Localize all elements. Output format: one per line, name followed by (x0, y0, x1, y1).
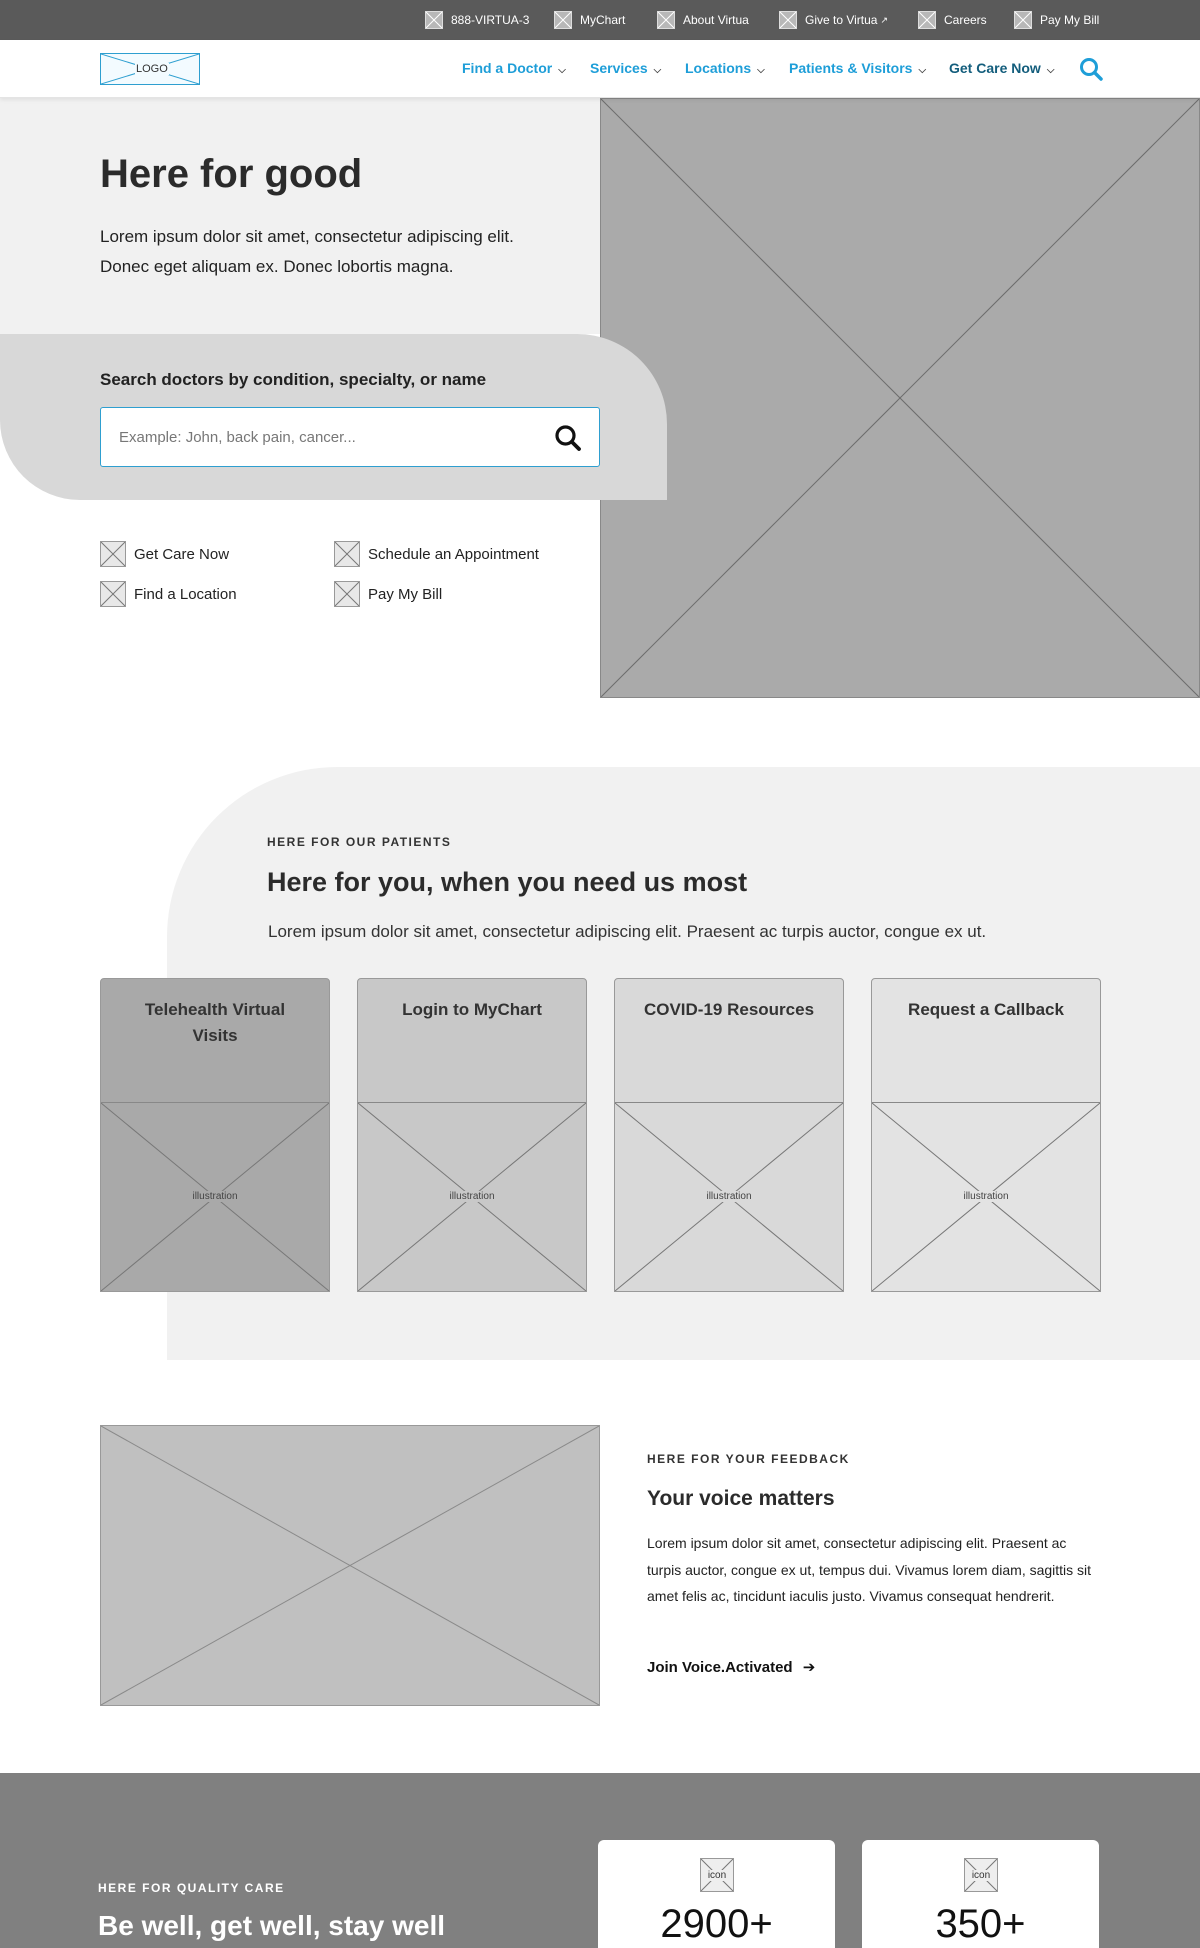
chevron-down-icon: ⌵ (1046, 65, 1055, 76)
schedule-appointment-icon (334, 541, 360, 567)
feedback-title: Your voice matters (647, 1487, 835, 1510)
stat-2-icon-label: icon (971, 1870, 991, 1881)
quick-link-find-location-label: Find a Location (134, 585, 237, 603)
utility-phone-link[interactable] (425, 10, 529, 30)
utility-about-label: About Virtua (683, 13, 749, 27)
covid-illustration (614, 1102, 844, 1292)
utility-give-label: Give to Virtua (805, 13, 878, 27)
hero-title: Here for good (100, 152, 363, 196)
card-mychart[interactable] (357, 978, 587, 1292)
utility-bar (0, 0, 1200, 40)
stat-1-icon-label: icon (707, 1870, 727, 1881)
utility-phone-label: 888-VIRTUA-3 (451, 13, 530, 27)
utility-about-link[interactable] (657, 10, 749, 30)
hero-subtitle-line-2: Donec eget aliquam ex. Donec lobortis magna. (100, 257, 454, 276)
patients-description: Lorem ipsum dolor sit amet, consectetur adipiscing elit. Praesent ac turpis auctor, congue ex ut. (268, 922, 987, 941)
feedback-eyebrow: HERE FOR YOUR FEEDBACK (647, 1452, 850, 1466)
nav-find-a-doctor-label: Find a Doctor (462, 60, 553, 76)
paybill-icon (1014, 11, 1032, 29)
card-mychart-title: Login to MyChart (402, 1000, 542, 1019)
nav-locations[interactable] (685, 60, 765, 76)
callback-illustration-label: illustration (963, 1191, 1009, 1202)
logo[interactable] (100, 53, 200, 85)
search-icon[interactable] (1078, 56, 1104, 82)
nav-patients-visitors[interactable] (789, 60, 926, 76)
doctor-search-input[interactable] (119, 408, 539, 466)
doctor-search-box (100, 407, 600, 467)
mychart-illustration-label: illustration (449, 1191, 495, 1202)
stat-1-value: 2900+ (660, 1902, 773, 1946)
card-covid-resources-title: COVID-19 Resources (643, 1000, 815, 1019)
patients-eyebrow: HERE FOR OUR PATIENTS (267, 835, 452, 849)
utility-mychart-label: MyChart (580, 13, 626, 27)
covid-illustration-label: illustration (706, 1191, 752, 1202)
give-icon (779, 11, 797, 29)
about-icon (657, 11, 675, 29)
patients-title: Here for you, when you need us most (267, 867, 748, 897)
stat-card-1 (598, 1840, 835, 1948)
chevron-down-icon: ⌵ (653, 65, 662, 76)
hero-background (0, 98, 600, 334)
arrow-right-icon: ➔ (802, 1659, 816, 1676)
doctor-search-label: Search doctors by condition, specialty, or name (100, 370, 487, 389)
stat-2-icon (964, 1858, 998, 1892)
nav-find-a-doctor[interactable] (462, 60, 566, 76)
nav-services[interactable] (590, 60, 661, 76)
get-care-now-icon (100, 541, 126, 567)
phone-icon (425, 11, 443, 29)
feedback-image-placeholder (100, 1425, 600, 1706)
join-voice-activated-link[interactable] (647, 1658, 815, 1676)
card-telehealth[interactable] (100, 978, 330, 1292)
quick-link-get-care-now[interactable] (100, 541, 229, 567)
hero-subtitle (100, 222, 570, 282)
nav-services-label: Services (590, 60, 648, 76)
utility-paybill-link[interactable] (1014, 10, 1099, 30)
mychart-illustration (357, 1102, 587, 1292)
join-voice-activated-label: Join Voice.Activated (647, 1659, 793, 1676)
nav-get-care-now-label: Get Care Now (949, 60, 1041, 76)
card-request-callback[interactable] (871, 978, 1101, 1292)
chevron-down-icon: ⌵ (558, 65, 566, 76)
quality-eyebrow: HERE FOR QUALITY CARE (98, 1881, 285, 1895)
quick-link-pay-bill[interactable] (334, 581, 442, 607)
utility-careers-link[interactable] (918, 10, 987, 30)
telehealth-illustration-label: illustration (192, 1191, 238, 1202)
nav-patients-visitors-label: Patients & Visitors (789, 60, 913, 76)
card-telehealth-title: Telehealth Virtual Visits (144, 1000, 286, 1045)
nav-get-care-now[interactable] (949, 60, 1054, 76)
careers-icon (918, 11, 936, 29)
stat-card-2 (862, 1840, 1099, 1948)
utility-careers-label: Careers (944, 13, 987, 27)
stat-1-icon (700, 1858, 734, 1892)
find-location-icon (100, 581, 126, 607)
feedback-body: Lorem ipsum dolor sit amet, consectetur adipiscing elit. Praesent ac turpis auctor, congue ex ut, tempus dui. Vivamus lorem diam, sagittis sit amet felis ac, tincidunt iaculis justo. Vivamus consequat hendrerit. (647, 1535, 1092, 1604)
utility-paybill-label: Pay My Bill (1040, 13, 1100, 27)
utility-mychart-link[interactable] (554, 10, 625, 30)
hero-subtitle-line-1: Lorem ipsum dolor sit amet, consectetur adipiscing elit. (100, 227, 514, 246)
callback-illustration (871, 1102, 1101, 1292)
quality-title: Be well, get well, stay well (98, 1910, 446, 1941)
stat-2-value: 350+ (935, 1902, 1026, 1946)
nav-locations-label: Locations (685, 60, 752, 76)
hero-image-placeholder (600, 98, 1200, 698)
quick-link-schedule-appointment-label: Schedule an Appointment (368, 545, 539, 563)
card-request-callback-title: Request a Callback (908, 1000, 1064, 1019)
mychart-icon (554, 11, 572, 29)
pay-bill-icon (334, 581, 360, 607)
chevron-down-icon: ⌵ (918, 65, 927, 76)
telehealth-illustration (100, 1102, 330, 1292)
search-submit-icon[interactable] (553, 423, 583, 453)
card-covid-resources[interactable] (614, 978, 844, 1292)
quick-link-schedule-appointment[interactable] (334, 541, 539, 567)
external-link-icon: ↗ (880, 14, 889, 25)
quick-link-pay-bill-label: Pay My Bill (368, 585, 443, 603)
utility-give-link[interactable] (779, 10, 888, 30)
chevron-down-icon: ⌵ (757, 65, 765, 76)
logo-text: LOGO (136, 63, 168, 75)
main-navigation (0, 40, 1200, 98)
quick-link-find-location[interactable] (100, 581, 237, 607)
quick-link-get-care-now-label: Get Care Now (134, 545, 230, 563)
